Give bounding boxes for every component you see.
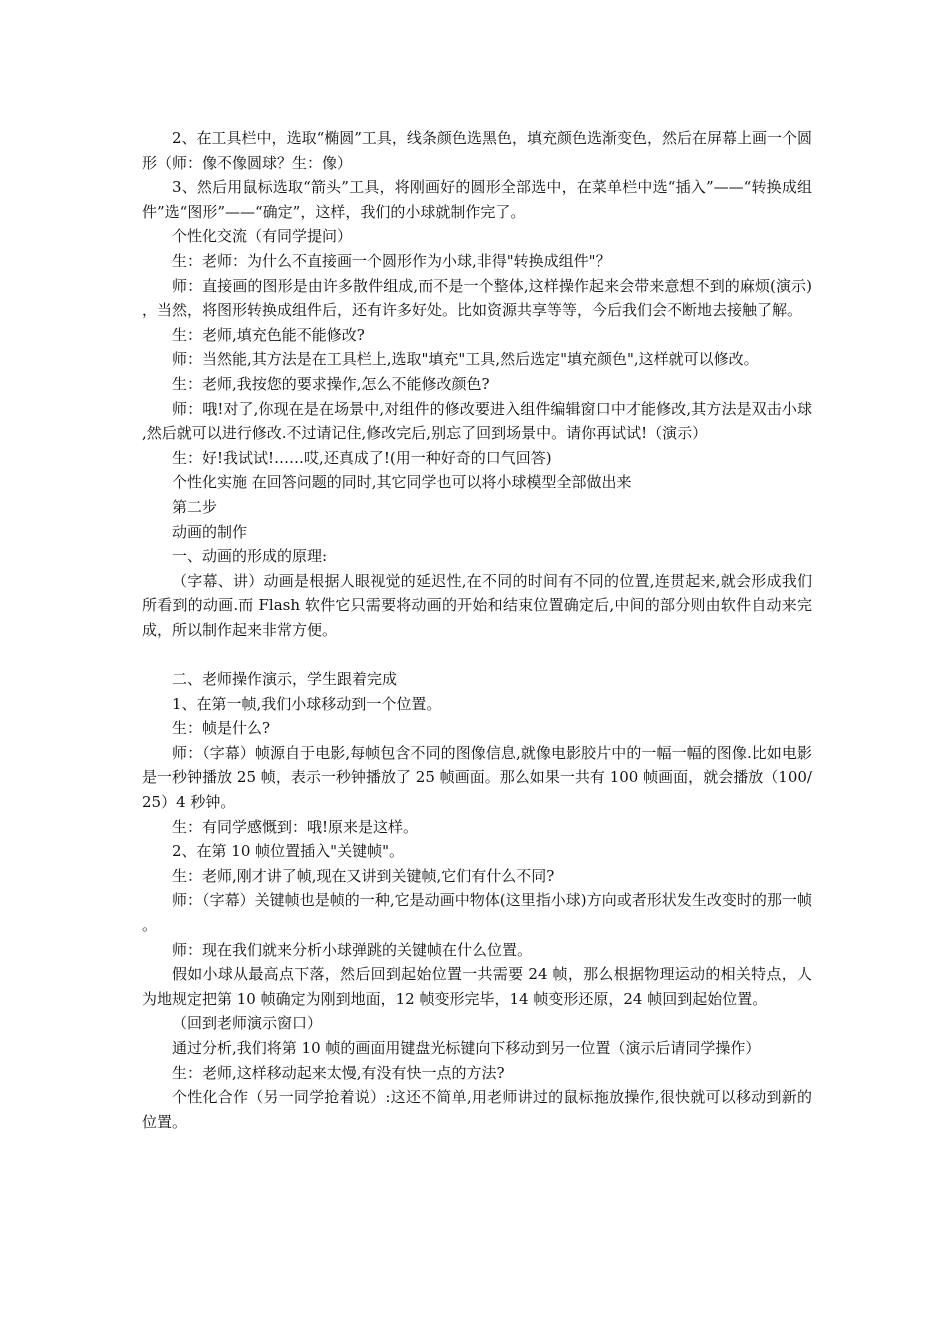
paragraph: 生：老师,我按您的要求操作,怎么不能修改颜色? bbox=[172, 374, 490, 393]
paragraph: 二、老师操作演示，学生跟着完成 bbox=[172, 670, 398, 689]
paragraph: 生：好!我试试!……哎,还真成了!(用一种好奇的口气回答) bbox=[172, 448, 552, 467]
paragraph: 通过分析,我们将第 10 帧的画面用键盘光标键向下移动到另一位置（演示后请同学操作） bbox=[172, 1038, 761, 1057]
paragraph: 师：当然能,其方法是在工具栏上,选取"填充"工具,然后选定"填充颜色",这样就可以修改。 bbox=[172, 350, 759, 369]
paragraph: 师：直接画的图形是由许多散件组成,而不是一个整体,这样操作起来会带来意想不到的麻烦(演示)，当然，将图形转换成组件后，还有许多好处。比如资源共享等等，今后我们会不断地去接触了解。 bbox=[142, 276, 812, 320]
paragraph: 个性化实施 在回答问题的同时,其它同学也可以将小球模型全部做出来 bbox=[172, 473, 632, 492]
paragraph: 3、然后用鼠标选取“箭头”工具，将刚画好的圆形全部选中，在菜单栏中选“插入”——“转换成组件”选“图形”——“确定”，这样，我们的小球就制作完了。 bbox=[142, 178, 812, 221]
paragraph: 生：帧是什么? bbox=[172, 719, 271, 738]
paragraph: 生：有同学感慨到：哦!原来是这样。 bbox=[172, 817, 419, 836]
paragraph: 个性化合作（另一同学抢着说）:这还不简单,用老师讲过的鼠标拖放操作,很快就可以移动到新的位置。 bbox=[142, 1088, 812, 1131]
paragraph: （字幕、讲）动画是根据人眼视觉的延迟性,在不同的时间有不同的位置,连贯起来,就会形成我们所看到的动画.而 Flash 软件它只需要将动画的开始和结束位置确定后,中间的部分则由软件自动来完成，所以制作起来非常方便。 bbox=[142, 571, 812, 639]
paragraph: （回到老师演示窗口） bbox=[172, 1014, 323, 1033]
paragraph: 假如小球从最高点下落，然后回到起始位置一共需要 24 帧，那么根据物理运动的相关特点，人为地规定把第 10 帧确定为刚到地面，12 帧变形完毕，14 帧变形还原，24 帧回到起始位置。 bbox=[142, 965, 812, 1008]
section-heading: 第二步 bbox=[172, 497, 218, 516]
paragraph: 2、在工具栏中，选取“椭圆”工具，线条颜色选黑色，填充颜色选渐变色，然后在屏幕上画一个圆形（师：像不像圆球？生：像） bbox=[142, 129, 812, 172]
paragraph: 一、动画的形成的原理: bbox=[172, 547, 328, 566]
paragraph: 生：老师,刚才讲了帧,现在又讲到关键帧,它们有什么不同? bbox=[172, 866, 555, 885]
paragraph: 个性化交流（有同学提问） bbox=[172, 227, 353, 246]
paragraph: 师：（字幕）关键帧也是帧的一种,它是动画中物体(这里指小球)方向或者形状发生改变时的那一帧。 bbox=[142, 891, 812, 934]
paragraph: 生：老师,这样移动起来太慢,有没有快一点的方法? bbox=[172, 1063, 505, 1082]
paragraph: 2、在第 10 帧位置插入"关键帧"。 bbox=[172, 842, 404, 861]
blank-line bbox=[142, 642, 812, 667]
paragraph: 师：（字幕）帧源自于电影,每帧包含不同的图像信息,就像电影胶片中的一幅一幅的图像.比如电影是一秒钟播放 25 帧，表示一秒钟播放了 25 帧画面。那么如果一共有 100 帧画面，就会播放（100/25）4 秒钟。 bbox=[142, 743, 812, 812]
paragraph: 生：老师：为什么不直接画一个圆形作为小球,非得"转换成组件"？ bbox=[172, 251, 611, 270]
paragraph: 师：现在我们就来分析小球弹跳的关键帧在什么位置。 bbox=[172, 940, 533, 959]
section-heading: 动画的制作 bbox=[172, 522, 248, 541]
paragraph: 生：老师,填充色能不能修改? bbox=[172, 325, 365, 344]
paragraph: 师：哦!对了,你现在是在场景中,对组件的修改要进入组件编辑窗口中才能修改,其方法是双击小球,然后就可以进行修改.不过请记住,修改完后,别忘了回到场景中。请你再试试!（演示） bbox=[142, 399, 812, 443]
paragraph: 1、在第一帧,我们小球移动到一个位置。 bbox=[172, 694, 442, 713]
document-body bbox=[142, 126, 812, 1134]
